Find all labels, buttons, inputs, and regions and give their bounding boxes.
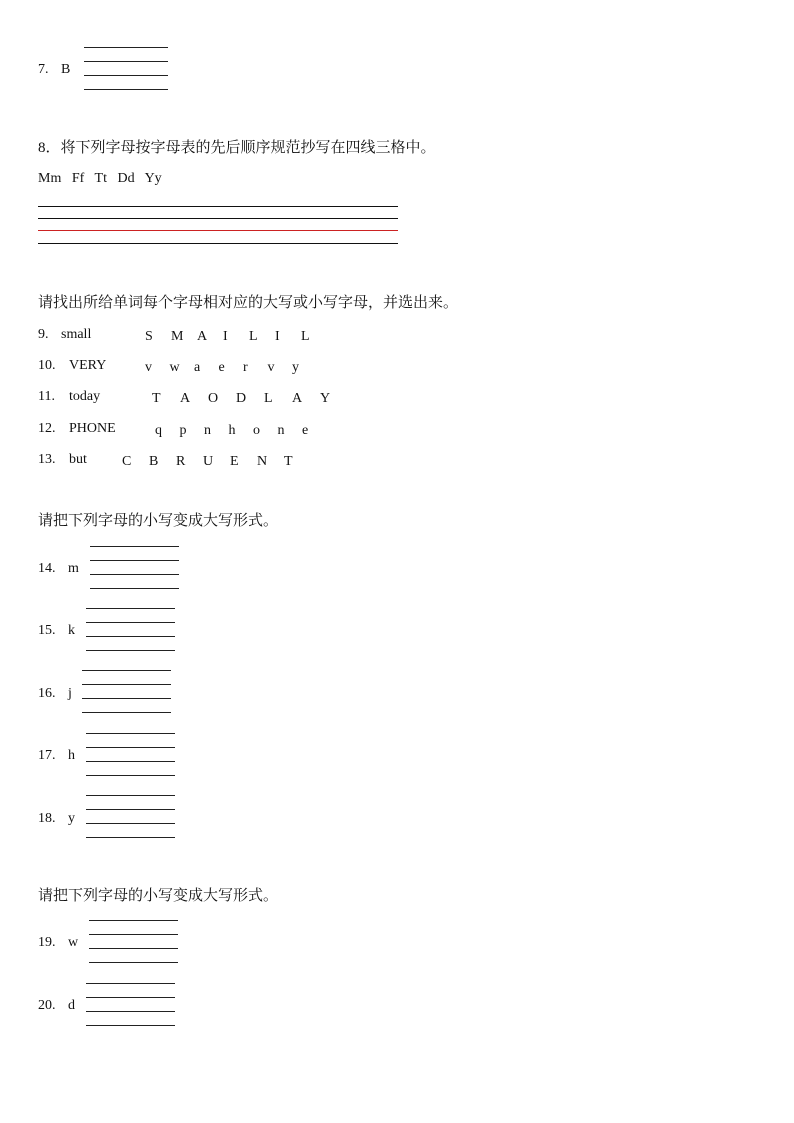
item-word: PHONE <box>69 421 116 436</box>
item-letter: w <box>68 935 79 950</box>
item-number: 20. <box>38 998 56 1013</box>
option[interactable]: Y <box>320 391 331 406</box>
option[interactable]: U <box>203 454 214 469</box>
option[interactable]: A <box>197 329 208 344</box>
option[interactable]: o <box>253 423 260 438</box>
option[interactable]: h <box>228 423 236 438</box>
option[interactable]: B <box>149 454 159 469</box>
section-instruction: 请把下列字母的小写变成大写形式。 <box>38 513 279 529</box>
option[interactable]: L <box>301 329 310 344</box>
option[interactable]: A <box>292 391 303 406</box>
item-letter: j <box>68 686 72 701</box>
letter-sequence: Mm Ff Tt Dd Yy <box>38 171 162 186</box>
option[interactable]: L <box>264 391 273 406</box>
option[interactable]: e <box>218 360 225 375</box>
question-letter: B <box>61 62 71 77</box>
item-word: small <box>61 327 92 342</box>
option[interactable]: M <box>171 329 184 344</box>
item-letter: d <box>68 998 75 1013</box>
option-letters <box>145 358 317 376</box>
item-letter: m <box>68 561 79 576</box>
option[interactable]: T <box>284 454 293 469</box>
item-number: 9. <box>38 327 49 342</box>
item-number: 15. <box>38 623 56 638</box>
option-letters <box>155 421 327 439</box>
item-word: VERY <box>69 358 107 373</box>
option[interactable]: D <box>236 391 247 406</box>
item-number: 17. <box>38 748 56 763</box>
option[interactable]: S <box>145 329 153 344</box>
item-number: 16. <box>38 686 56 701</box>
option[interactable]: N <box>257 454 268 469</box>
item-number: 18. <box>38 811 56 826</box>
option[interactable]: n <box>277 423 285 438</box>
item-letter: y <box>68 811 75 826</box>
option[interactable]: q <box>155 423 162 438</box>
option-letters <box>122 452 311 470</box>
option[interactable]: w <box>169 360 180 375</box>
option[interactable]: e <box>302 423 309 438</box>
option[interactable]: p <box>179 423 187 438</box>
option[interactable]: I <box>275 329 280 344</box>
item-letter: h <box>68 748 75 763</box>
option[interactable]: L <box>249 329 258 344</box>
option[interactable]: r <box>243 360 248 375</box>
option[interactable]: A <box>180 391 191 406</box>
option[interactable]: I <box>223 329 228 344</box>
item-word: but <box>69 452 87 467</box>
question-instruction: 8．将下列字母按字母表的先后顺序规范抄写在四线三格中。 <box>38 140 436 156</box>
option[interactable]: v <box>267 360 275 375</box>
option-letters <box>145 327 327 345</box>
item-number: 10. <box>38 358 56 373</box>
item-number: 11. <box>38 389 55 404</box>
option[interactable]: C <box>122 454 132 469</box>
section-instruction: 请把下列字母的小写变成大写形式。 <box>38 888 279 904</box>
option[interactable]: n <box>204 423 211 438</box>
option-letters <box>152 389 348 407</box>
item-number: 14. <box>38 561 56 576</box>
item-letter: k <box>68 623 75 638</box>
question-number: 7. <box>38 62 49 77</box>
item-number: 19. <box>38 935 56 950</box>
section-instruction: 请找出所给单词每个字母相对应的大写或小写字母，并选出来。 <box>38 295 459 311</box>
option[interactable]: O <box>208 391 219 406</box>
option[interactable]: y <box>292 360 299 375</box>
option[interactable]: v <box>145 360 152 375</box>
item-number: 13. <box>38 452 56 467</box>
item-word: today <box>69 389 101 404</box>
item-number: 12. <box>38 421 56 436</box>
option[interactable]: T <box>152 391 161 406</box>
option[interactable]: E <box>230 454 239 469</box>
option[interactable]: a <box>194 360 201 375</box>
option[interactable]: R <box>176 454 186 469</box>
